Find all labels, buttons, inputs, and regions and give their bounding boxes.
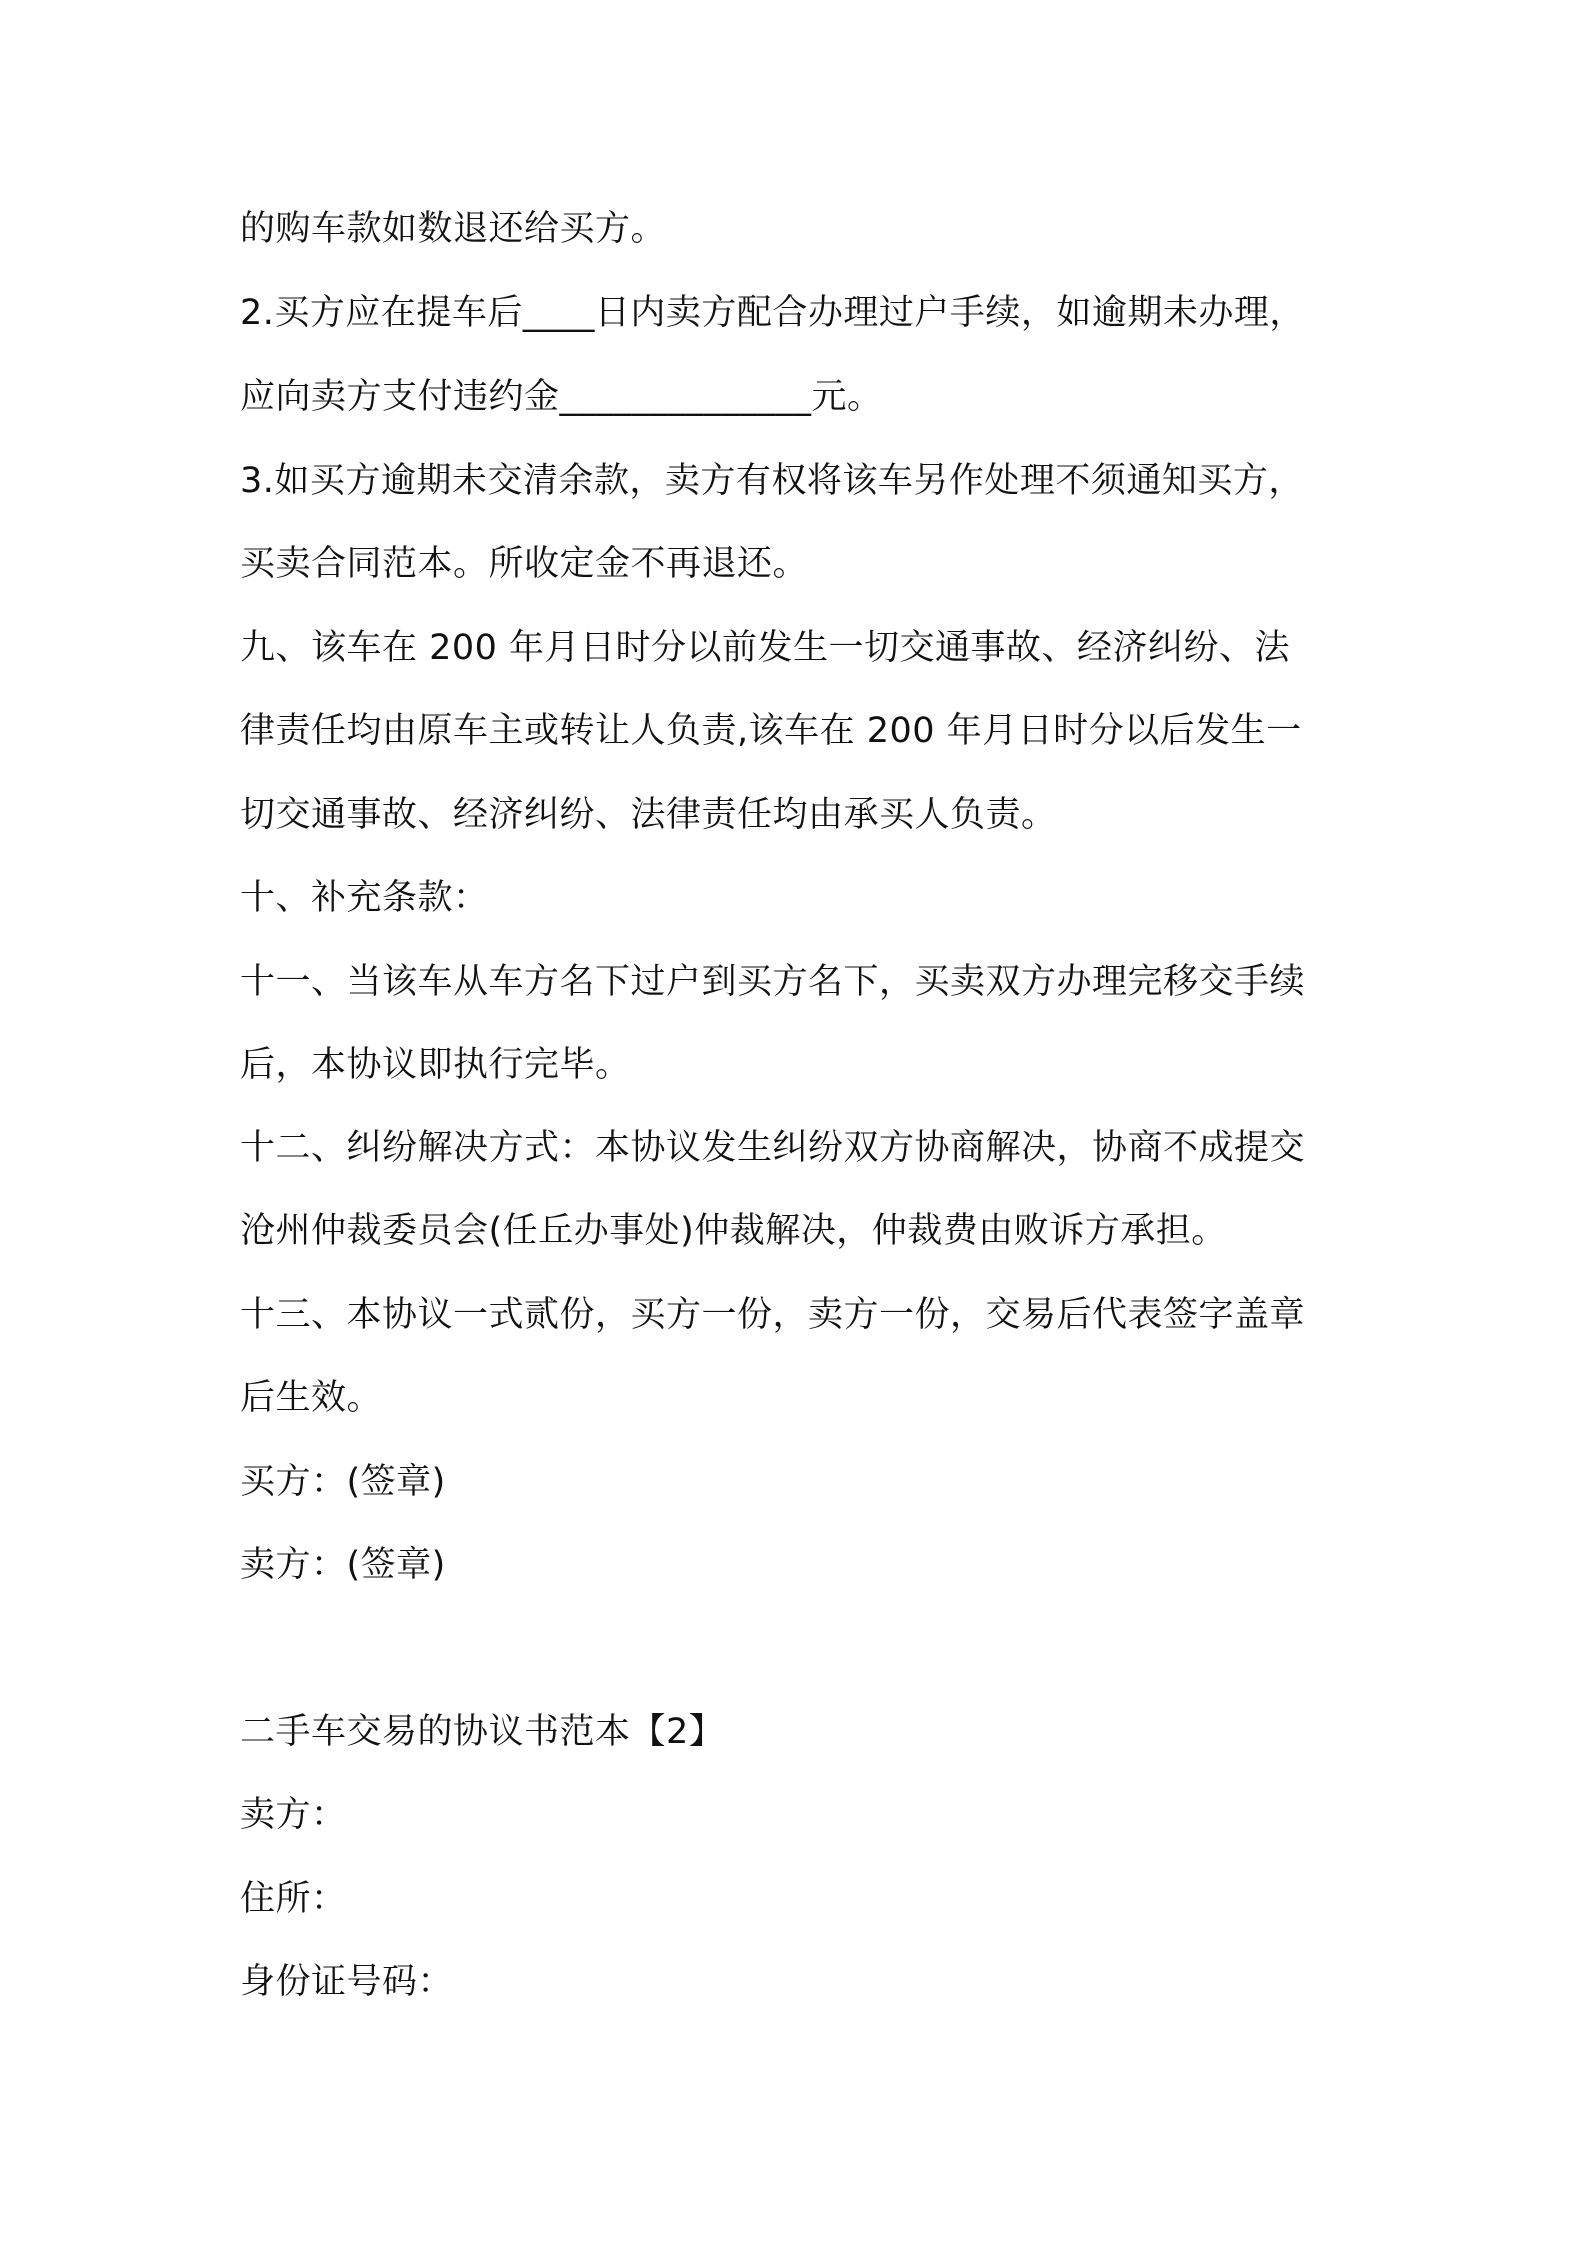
- text-line: 沧州仲裁委员会(任丘办事处)仲裁解决，仲裁费由败诉方承担。: [240, 1211, 1227, 1251]
- text-line: 律责任均由原车主或转让人负责,该车在 200 年月日时分以后发生一: [240, 711, 1302, 751]
- text-line: 十一、当该车从车方名下过户到买方名下，买卖双方办理完移交手续: [240, 962, 1306, 1002]
- text-line: 切交通事故、经济纠纷、法律责任均由承买人负责。: [240, 795, 1057, 835]
- text-line: 后生效。: [240, 1378, 383, 1418]
- text-line: 应向卖方支付违约金______________元。: [240, 377, 883, 417]
- field-label-seller: 卖方：: [240, 1795, 347, 1835]
- text-line: 2.买方应在提车后____日内卖方配合办理过户手续，如逾期未办理，: [240, 293, 1305, 333]
- text-line: 十二、纠纷解决方式：本协议发生纠纷双方协商解决，协商不成提交: [240, 1128, 1306, 1168]
- text-line: 后，本协议即执行完毕。: [240, 1045, 631, 1085]
- section-heading: 二手车交易的协议书范本【2】: [240, 1712, 725, 1752]
- text-line: 的购车款如数退还给买方。: [240, 209, 667, 249]
- text-line: 九、该车在 200 年月日时分以前发生一切交通事故、经济纠纷、法: [240, 628, 1291, 668]
- text-line: 十、补充条款：: [240, 878, 489, 918]
- signature-line-buyer: 买方：(签章): [240, 1462, 446, 1502]
- signature-line-seller: 卖方：(签章): [240, 1545, 446, 1585]
- field-label-id-number: 身份证号码：: [240, 1962, 454, 2002]
- text-line: 买卖合同范本。所收定金不再退还。: [240, 544, 809, 584]
- text-line: 3.如买方逾期未交清余款，卖方有权将该车另作处理不须通知买方，: [240, 461, 1304, 501]
- text-line: 十三、本协议一式贰份，买方一份，卖方一份，交易后代表签字盖章: [240, 1295, 1306, 1335]
- field-label-address: 住所：: [240, 1879, 347, 1919]
